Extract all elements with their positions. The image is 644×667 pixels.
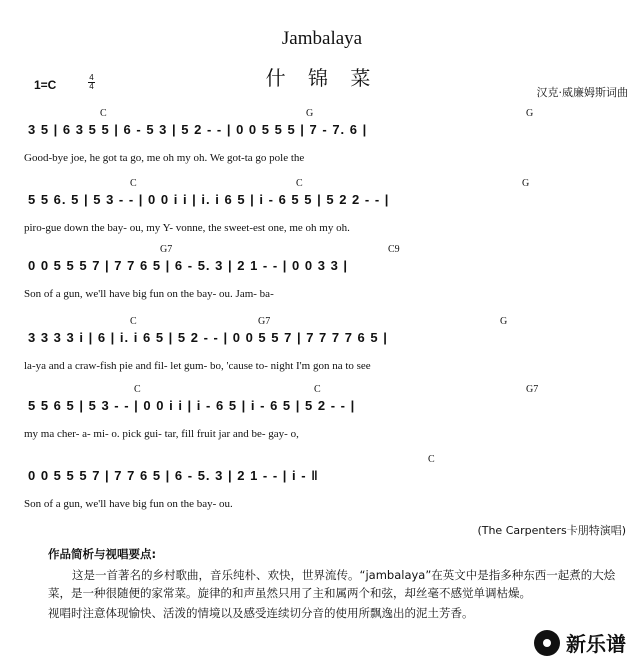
score-row-3 (24, 244, 614, 310)
lyric-line: Son of a gun, we'll have big fun on the bay- ou. (24, 498, 233, 510)
song-title: Jambalaya (281, 28, 363, 49)
notation-line: 5 5 6 5 | 5 3 - - | 0 0 i i | i - 6 5 | i - 6 5 | 5 2 - - | (28, 398, 356, 413)
notation-line: 0 0 5 5 5 7 | 7 7 6 5 | 6 - 5. 3 | 2 1 - - | 0 0 3 3 | (28, 258, 349, 273)
key-signature: 1=C (34, 78, 57, 92)
notation-line: 3 5 | 6 3 5 5 | 6 - 5 3 | 5 2 - - | 0 0 5 5 5 | 7 - 7. 6 | (28, 122, 368, 137)
composer-credit: 汉克·威廉姆斯词曲 (536, 86, 628, 99)
lyric-line: Son of a gun, we'll have big fun on the bay- ou. Jam- ba- (24, 288, 274, 300)
site-logo (534, 628, 626, 657)
chord-line (24, 316, 614, 330)
chord: G7 (258, 316, 271, 327)
time-signature (88, 74, 95, 91)
chord: C (314, 384, 321, 395)
notation-line: 3 3 3 3 i | 6 | i. i 6 5 | 5 2 - - | 0 0 5 5 7 | 7 7 7 7 6 5 | (28, 330, 388, 345)
chord: C (100, 108, 107, 119)
chord: G (306, 108, 314, 119)
lyric-line: my ma cher- a- mi- o. pick gui- tar, fill fruit jar and be- gay- o, (24, 428, 299, 440)
analysis-paragraph-1: 这是一首著名的乡村歌曲，音乐纯朴、欢快，世界流传。“jambalaya”在英文中是指多种东西一起煮的大烩菜，是一种很随便的家常菜。旋律的和声虽然只用了主和属两个和弦，却丝毫不感觉单调枯燥。 (48, 568, 616, 600)
record-disc-icon (534, 630, 560, 656)
score-row-5 (24, 384, 614, 450)
performer-credit: (The Carpenters卡朋特演唱) (477, 524, 626, 537)
chinese-title: 什 锦 菜 (265, 66, 379, 90)
logo-text: 新乐谱 (566, 632, 626, 656)
chord-line (24, 178, 614, 192)
chord-line (24, 244, 614, 258)
chord-line (24, 454, 614, 468)
meter-bottom: 4 (89, 82, 94, 91)
score-row-6 (24, 454, 614, 520)
lyric-line: Good-bye joe, he got ta go, me oh my oh. We got-ta go pole the (24, 152, 305, 164)
analysis-heading: 作品简析与视唱要点: (48, 547, 157, 561)
chord: G (500, 316, 508, 327)
chord-line (24, 108, 614, 122)
chord: C9 (388, 244, 400, 255)
score-row-2 (24, 178, 614, 244)
chord: G (526, 108, 534, 119)
chord: G (522, 178, 530, 189)
lyric-line: piro-gue down the bay- ou, my Y- vonne, the sweet-est one, me oh my oh. (24, 222, 350, 234)
chord: C (134, 384, 141, 395)
chord: G7 (526, 384, 539, 395)
meter-top: 4 (89, 73, 94, 82)
lyric-line: la-ya and a craw-fish pie and fil- let gum- bo, 'cause to- night I'm gon na to see (24, 360, 371, 372)
analysis-paragraph-2: 视唱时注意体现愉快、活泼的情境以及感受连续切分音的使用所飘逸出的泥土芳香。 (48, 606, 474, 620)
score-row-4 (24, 316, 614, 382)
notation-line: 5 5 6. 5 | 5 3 - - | 0 0 i i | i. i 6 5 | i - 6 5 5 | 5 2 2 - - | (28, 192, 390, 207)
notation-line: 0 0 5 5 5 7 | 7 7 6 5 | 6 - 5. 3 | 2 1 - - | i - ‖ (28, 468, 319, 483)
chord: G7 (160, 244, 173, 255)
chord: C (428, 454, 435, 465)
chord: C (296, 178, 303, 189)
score-row-1 (24, 108, 614, 174)
chord: C (130, 316, 137, 327)
chord-line (24, 384, 614, 398)
chord: C (130, 178, 137, 189)
